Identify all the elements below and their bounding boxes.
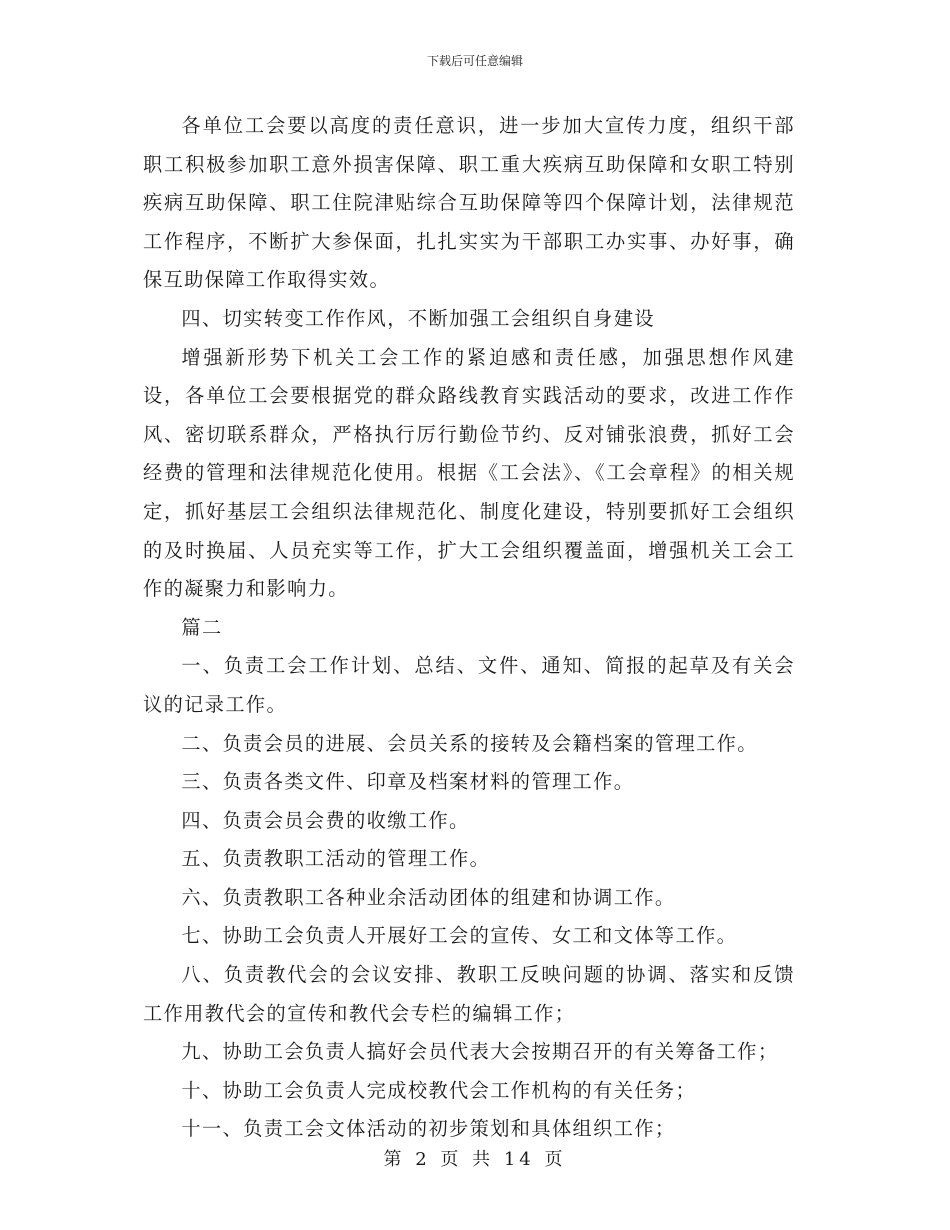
list-item: 九、协助工会负责人搞好会员代表大会按期召开的有关筹备工作； [181,1040,779,1064]
part-heading: 篇二 [181,615,223,639]
list-item: 六、负责教职工各种业余活动团体的组建和协调工作。 [181,885,676,909]
list-item: 三、负责各类文件、印章及档案材料的管理工作。 [181,770,635,794]
list-item: 五、负责教职工活动的管理工作。 [181,847,491,871]
list-item: 七、协助工会负责人开展好工会的宣传、女工和文体等工作。 [181,924,738,948]
section-heading: 四、切实转变工作作风，不断加强工会组织自身建设 [181,306,655,330]
list-item: 一、负责工会工作计划、总结、文件、通知、简报的起草及有关会议的记录工作。 [143,654,795,716]
list-item: 十、协助工会负责人完成校教代会工作机构的有关任务； [181,1078,697,1102]
list-item: 四、负责会员会费的收缴工作。 [181,808,470,832]
body-paragraph: 增强新形势下机关工会工作的紧迫感和责任感，加强思想作风建设，各单位工会要根据党的群众路线教育实践活动的要求，改进工作作风、密切联系群众，严格执行厉行勤俭节约、反对铺张浪费，抓好工会经费的管理和法律规范化使用。根据《工会法》、《工会章程》的相关规定，抓好基层工会组织法律规范化、制度化建设，特别要抓好工会组织的及时换届、人员充实等工作，扩大工会组织覆盖面，增强机关工会工作的凝聚力和影响力。 [143,345,795,601]
document-body [143,107,795,1149]
list-item: 十一、负责工会文体活动的初步策划和具体组织工作； [181,1117,676,1141]
body-paragraph: 各单位工会要以高度的责任意识，进一步加大宣传力度，组织干部职工积极参加职工意外损害保障、职工重大疾病互助保障和女职工特别疾病互助保障、职工住院津贴综合互助保障等四个保障计划，法律规范工作程序，不断扩大参保面，扎扎实实为干部职工办实事、办好事，确保互助保障工作取得实效。 [143,114,795,292]
page-number-footer: 第 2 页 共 14 页 [383,1149,567,1170]
page-header-note: 下载后可任意编辑 [426,54,523,68]
list-item: 二、负责会员的进展、会员关系的接转及会籍档案的管理工作。 [181,731,758,755]
list-item: 八、负责教代会的会议安排、教职工反映问题的协调、落实和反馈工作用教代会的宣传和教代会专栏的编辑工作； [143,963,795,1025]
